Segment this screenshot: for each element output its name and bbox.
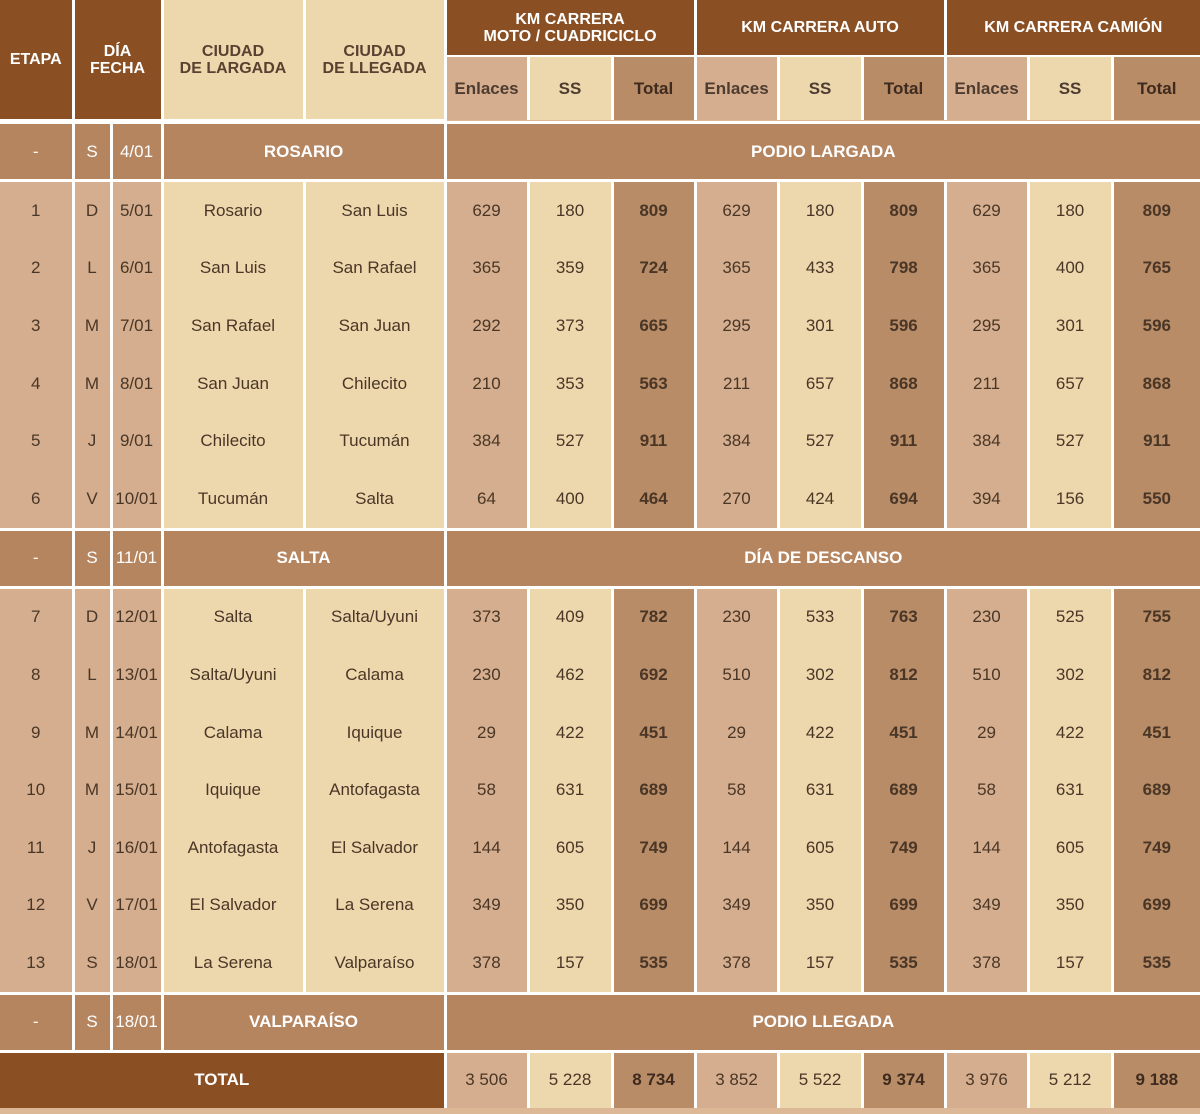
header-camion-enlaces: Enlaces (945, 56, 1028, 120)
cell-dia: L (73, 646, 111, 704)
special-row (0, 531, 1200, 586)
cell-camion-enlaces: 29 (945, 704, 1028, 762)
total-value: 8 734 (612, 1053, 695, 1108)
cell-auto-total: 798 (862, 240, 945, 298)
cell-auto-total: 451 (862, 704, 945, 762)
cell-etapa: 7 (0, 589, 73, 647)
cell-auto-total: 694 (862, 470, 945, 528)
cell-fecha: 13/01 (111, 646, 162, 704)
cell-moto-enlaces: 64 (445, 470, 528, 528)
cell-ciudad-largada: San Rafael (162, 297, 304, 355)
cell-moto-enlaces: 292 (445, 297, 528, 355)
total-value: 5 212 (1028, 1053, 1112, 1108)
table-row (0, 877, 1200, 935)
cell-dia: L (73, 240, 111, 298)
cell-ciudad-largada: San Luis (162, 240, 304, 298)
cell-fecha: 6/01 (111, 240, 162, 298)
cell-dia: J (73, 412, 111, 470)
cell-moto-total: 724 (612, 240, 695, 298)
header-ciudad-llegada: CIUDAD DE LLEGADA (304, 0, 445, 120)
cell-moto-ss: 462 (528, 646, 612, 704)
cell-ciudad-largada: Iquique (162, 761, 304, 819)
cell-auto-ss: 605 (778, 819, 862, 877)
cell-dia: V (73, 470, 111, 528)
header-moto-ss: SS (528, 56, 612, 120)
total-row (0, 1053, 1200, 1108)
cell-auto-enlaces: 270 (695, 470, 778, 528)
cell-ciudad-largada: Salta/Uyuni (162, 646, 304, 704)
special-fecha: 11/01 (111, 531, 162, 586)
cell-camion-enlaces: 58 (945, 761, 1028, 819)
cell-auto-enlaces: 365 (695, 240, 778, 298)
cell-auto-total: 809 (862, 182, 945, 240)
header-auto-ss: SS (778, 56, 862, 120)
cell-moto-ss: 373 (528, 297, 612, 355)
cell-moto-enlaces: 373 (445, 589, 528, 647)
cell-ciudad-llegada: Iquique (304, 704, 445, 762)
cell-ciudad-llegada: Valparaíso (304, 934, 445, 992)
special-etapa: - (0, 124, 73, 179)
cell-camion-total: 911 (1112, 412, 1200, 470)
cell-auto-ss: 631 (778, 761, 862, 819)
cell-camion-enlaces: 394 (945, 470, 1028, 528)
cell-auto-ss: 533 (778, 589, 862, 647)
cell-fecha: 17/01 (111, 877, 162, 935)
total-value: 3 976 (945, 1053, 1028, 1108)
header-camion-total: Total (1112, 56, 1200, 120)
cell-auto-total: 911 (862, 412, 945, 470)
cell-moto-enlaces: 29 (445, 704, 528, 762)
cell-moto-total: 699 (612, 877, 695, 935)
cell-auto-enlaces: 58 (695, 761, 778, 819)
header-auto-total: Total (862, 56, 945, 120)
header-moto-enlaces: Enlaces (445, 56, 528, 120)
cell-auto-enlaces: 629 (695, 182, 778, 240)
special-city: SALTA (162, 531, 445, 586)
table-row (0, 934, 1200, 992)
special-dia: S (73, 995, 111, 1050)
cell-fecha: 7/01 (111, 297, 162, 355)
cell-camion-ss: 525 (1028, 589, 1112, 647)
cell-ciudad-llegada: La Serena (304, 877, 445, 935)
cell-auto-ss: 424 (778, 470, 862, 528)
cell-camion-ss: 302 (1028, 646, 1112, 704)
cell-auto-ss: 422 (778, 704, 862, 762)
cell-auto-ss: 433 (778, 240, 862, 298)
cell-camion-ss: 422 (1028, 704, 1112, 762)
special-city: ROSARIO (162, 124, 445, 179)
cell-auto-enlaces: 144 (695, 819, 778, 877)
cell-camion-enlaces: 144 (945, 819, 1028, 877)
header-etapa: ETAPA (0, 0, 73, 120)
cell-camion-total: 765 (1112, 240, 1200, 298)
cell-etapa: 9 (0, 704, 73, 762)
cell-ciudad-largada: Rosario (162, 182, 304, 240)
cell-dia: M (73, 355, 111, 413)
header-ciudad-largada: CIUDAD DE LARGADA (162, 0, 304, 120)
cell-fecha: 14/01 (111, 704, 162, 762)
cell-camion-enlaces: 629 (945, 182, 1028, 240)
cell-dia: D (73, 182, 111, 240)
cell-camion-enlaces: 349 (945, 877, 1028, 935)
cell-camion-total: 755 (1112, 589, 1200, 647)
cell-camion-ss: 605 (1028, 819, 1112, 877)
header-camion: KM CARRERA CAMIÓN (945, 0, 1200, 56)
header-moto-total: Total (612, 56, 695, 120)
cell-auto-ss: 301 (778, 297, 862, 355)
cell-moto-total: 563 (612, 355, 695, 413)
header-camion-ss: SS (1028, 56, 1112, 120)
header-dia-fecha: DÍA FECHA (73, 0, 162, 120)
total-value: 3 506 (445, 1053, 528, 1108)
cell-camion-total: 550 (1112, 470, 1200, 528)
table-row (0, 819, 1200, 877)
cell-ciudad-largada: La Serena (162, 934, 304, 992)
cell-moto-ss: 359 (528, 240, 612, 298)
cell-auto-total: 868 (862, 355, 945, 413)
cell-camion-enlaces: 384 (945, 412, 1028, 470)
cell-moto-enlaces: 365 (445, 240, 528, 298)
table-row (0, 297, 1200, 355)
cell-auto-enlaces: 295 (695, 297, 778, 355)
cell-auto-ss: 657 (778, 355, 862, 413)
total-value: 5 228 (528, 1053, 612, 1108)
cell-fecha: 5/01 (111, 182, 162, 240)
special-dia: S (73, 531, 111, 586)
cell-camion-enlaces: 510 (945, 646, 1028, 704)
cell-moto-total: 451 (612, 704, 695, 762)
cell-auto-total: 596 (862, 297, 945, 355)
cell-camion-ss: 180 (1028, 182, 1112, 240)
cell-camion-ss: 350 (1028, 877, 1112, 935)
cell-moto-total: 749 (612, 819, 695, 877)
cell-moto-total: 689 (612, 761, 695, 819)
cell-fecha: 18/01 (111, 934, 162, 992)
header-auto: KM CARRERA AUTO (695, 0, 945, 56)
cell-dia: M (73, 297, 111, 355)
cell-etapa: 13 (0, 934, 73, 992)
cell-auto-enlaces: 211 (695, 355, 778, 413)
special-row (0, 995, 1200, 1050)
cell-dia: D (73, 589, 111, 647)
cell-moto-enlaces: 629 (445, 182, 528, 240)
cell-auto-total: 763 (862, 589, 945, 647)
cell-auto-enlaces: 378 (695, 934, 778, 992)
cell-camion-total: 868 (1112, 355, 1200, 413)
cell-ciudad-largada: Tucumán (162, 470, 304, 528)
cell-fecha: 12/01 (111, 589, 162, 647)
cell-auto-enlaces: 29 (695, 704, 778, 762)
cell-camion-enlaces: 365 (945, 240, 1028, 298)
cell-camion-enlaces: 230 (945, 589, 1028, 647)
cell-ciudad-largada: El Salvador (162, 877, 304, 935)
cell-fecha: 15/01 (111, 761, 162, 819)
cell-moto-enlaces: 210 (445, 355, 528, 413)
cell-etapa: 10 (0, 761, 73, 819)
cell-auto-ss: 302 (778, 646, 862, 704)
table-body (0, 120, 1200, 1108)
cell-moto-total: 535 (612, 934, 695, 992)
cell-etapa: 8 (0, 646, 73, 704)
cell-etapa: 6 (0, 470, 73, 528)
cell-ciudad-largada: San Juan (162, 355, 304, 413)
cell-moto-ss: 400 (528, 470, 612, 528)
table-row (0, 240, 1200, 298)
cell-camion-total: 451 (1112, 704, 1200, 762)
cell-camion-total: 535 (1112, 934, 1200, 992)
cell-auto-ss: 157 (778, 934, 862, 992)
cell-auto-enlaces: 510 (695, 646, 778, 704)
cell-ciudad-largada: Chilecito (162, 412, 304, 470)
cell-camion-total: 812 (1112, 646, 1200, 704)
special-event: PODIO LARGADA (445, 124, 1200, 179)
special-dia: S (73, 124, 111, 179)
cell-etapa: 1 (0, 182, 73, 240)
cell-moto-total: 665 (612, 297, 695, 355)
cell-moto-total: 782 (612, 589, 695, 647)
special-row (0, 124, 1200, 179)
cell-ciudad-llegada: Calama (304, 646, 445, 704)
cell-ciudad-llegada: Chilecito (304, 355, 445, 413)
table-row (0, 589, 1200, 647)
cell-camion-enlaces: 211 (945, 355, 1028, 413)
cell-auto-total: 749 (862, 819, 945, 877)
cell-ciudad-llegada: San Juan (304, 297, 445, 355)
cell-etapa: 5 (0, 412, 73, 470)
cell-camion-ss: 631 (1028, 761, 1112, 819)
table-row (0, 470, 1200, 528)
total-label: TOTAL (0, 1053, 445, 1108)
cell-ciudad-llegada: Antofagasta (304, 761, 445, 819)
cell-moto-total: 692 (612, 646, 695, 704)
cell-moto-enlaces: 349 (445, 877, 528, 935)
cell-dia: J (73, 819, 111, 877)
special-fecha: 18/01 (111, 995, 162, 1050)
cell-moto-enlaces: 384 (445, 412, 528, 470)
cell-moto-enlaces: 378 (445, 934, 528, 992)
special-etapa: - (0, 531, 73, 586)
cell-moto-ss: 631 (528, 761, 612, 819)
cell-camion-total: 596 (1112, 297, 1200, 355)
cell-dia: S (73, 934, 111, 992)
total-value: 3 852 (695, 1053, 778, 1108)
cell-moto-ss: 350 (528, 877, 612, 935)
cell-ciudad-llegada: Salta (304, 470, 445, 528)
total-value: 5 522 (778, 1053, 862, 1108)
cell-camion-ss: 156 (1028, 470, 1112, 528)
cell-camion-total: 809 (1112, 182, 1200, 240)
cell-moto-ss: 180 (528, 182, 612, 240)
cell-etapa: 2 (0, 240, 73, 298)
cell-dia: M (73, 704, 111, 762)
cell-ciudad-llegada: Tucumán (304, 412, 445, 470)
cell-camion-total: 699 (1112, 877, 1200, 935)
header-moto: KM CARRERA MOTO / CUADRICICLO (445, 0, 695, 56)
cell-etapa: 12 (0, 877, 73, 935)
cell-auto-enlaces: 230 (695, 589, 778, 647)
table-row (0, 412, 1200, 470)
cell-camion-ss: 157 (1028, 934, 1112, 992)
cell-auto-ss: 527 (778, 412, 862, 470)
cell-auto-enlaces: 384 (695, 412, 778, 470)
table-row (0, 646, 1200, 704)
cell-moto-enlaces: 144 (445, 819, 528, 877)
cell-ciudad-largada: Salta (162, 589, 304, 647)
cell-camion-total: 689 (1112, 761, 1200, 819)
cell-etapa: 3 (0, 297, 73, 355)
special-event: DÍA DE DESCANSO (445, 531, 1200, 586)
cell-moto-ss: 157 (528, 934, 612, 992)
cell-moto-ss: 605 (528, 819, 612, 877)
cell-ciudad-llegada: San Luis (304, 182, 445, 240)
total-value: 9 374 (862, 1053, 945, 1108)
cell-camion-ss: 400 (1028, 240, 1112, 298)
cell-auto-total: 812 (862, 646, 945, 704)
special-event: PODIO LLEGADA (445, 995, 1200, 1050)
cell-auto-enlaces: 349 (695, 877, 778, 935)
cell-fecha: 9/01 (111, 412, 162, 470)
cell-fecha: 8/01 (111, 355, 162, 413)
cell-auto-ss: 350 (778, 877, 862, 935)
table-row (0, 761, 1200, 819)
cell-auto-total: 699 (862, 877, 945, 935)
cell-dia: V (73, 877, 111, 935)
cell-camion-ss: 657 (1028, 355, 1112, 413)
cell-camion-enlaces: 295 (945, 297, 1028, 355)
cell-dia: M (73, 761, 111, 819)
cell-moto-total: 464 (612, 470, 695, 528)
cell-ciudad-largada: Antofagasta (162, 819, 304, 877)
cell-moto-ss: 422 (528, 704, 612, 762)
cell-ciudad-llegada: San Rafael (304, 240, 445, 298)
cell-auto-ss: 180 (778, 182, 862, 240)
cell-moto-ss: 527 (528, 412, 612, 470)
cell-moto-ss: 409 (528, 589, 612, 647)
cell-camion-ss: 301 (1028, 297, 1112, 355)
table-row (0, 355, 1200, 413)
cell-camion-enlaces: 378 (945, 934, 1028, 992)
cell-moto-enlaces: 230 (445, 646, 528, 704)
cell-moto-total: 809 (612, 182, 695, 240)
cell-ciudad-llegada: Salta/Uyuni (304, 589, 445, 647)
cell-auto-total: 535 (862, 934, 945, 992)
special-city: VALPARAÍSO (162, 995, 445, 1050)
cell-moto-total: 911 (612, 412, 695, 470)
special-fecha: 4/01 (111, 124, 162, 179)
cell-camion-ss: 527 (1028, 412, 1112, 470)
special-etapa: - (0, 995, 73, 1050)
table-row (0, 182, 1200, 240)
cell-ciudad-largada: Calama (162, 704, 304, 762)
cell-etapa: 4 (0, 355, 73, 413)
table-row (0, 704, 1200, 762)
cell-ciudad-llegada: El Salvador (304, 819, 445, 877)
cell-etapa: 11 (0, 819, 73, 877)
header-auto-enlaces: Enlaces (695, 56, 778, 120)
cell-fecha: 16/01 (111, 819, 162, 877)
cell-moto-enlaces: 58 (445, 761, 528, 819)
cell-camion-total: 749 (1112, 819, 1200, 877)
cell-auto-total: 689 (862, 761, 945, 819)
cell-fecha: 10/01 (111, 470, 162, 528)
total-value: 9 188 (1112, 1053, 1200, 1108)
cell-moto-ss: 353 (528, 355, 612, 413)
